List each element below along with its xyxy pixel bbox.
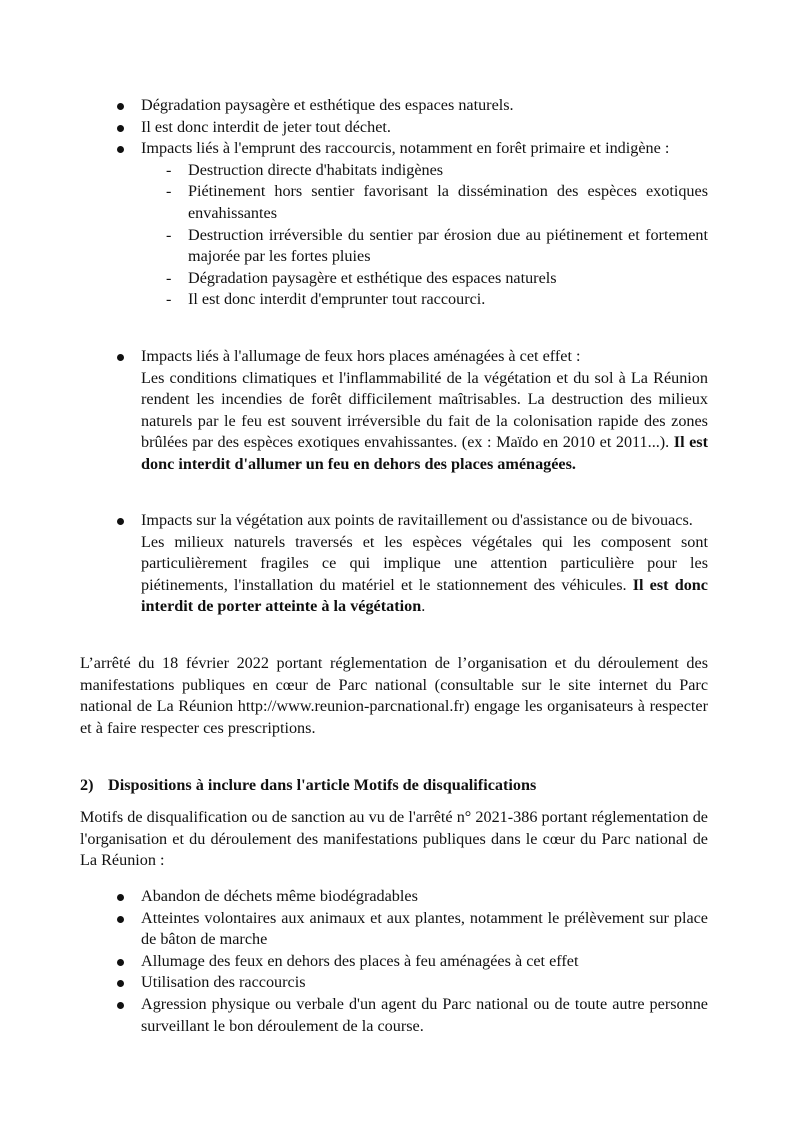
bullet-icon [117,894,124,901]
dash-icon: - [166,182,172,201]
sub-list-item [80,160,708,182]
dash-icon: - [166,160,172,179]
list-item [80,994,708,1037]
sub-list-item-text: Il est donc interdit d'emprunter tout raccourci. [188,290,486,309]
dash-icon: - [166,290,172,309]
vegetation-section [80,510,708,618]
bullet-icon [117,354,124,361]
disqualification-list [80,886,708,1037]
list-item [80,908,708,951]
vegetation-end-text: . [421,597,426,616]
list-item-text: Allumage des feux en dehors des places à feu aménagées à cet effet [141,951,579,970]
list-item [80,95,708,117]
list-item-text: Impacts liés à l'emprunt des raccourcis, notamment en forêt primaire et indigène : [141,139,670,158]
sub-list-item [80,289,708,311]
vegetation-text: Les milieux naturels traversés et les espèces végétales qui les composent sont particulièrement fragiles ce qui implique une attention particulière pour les piétinements, l'installation du matériel et le stationnement des véhicules. [141,532,708,594]
list-item-text: Dégradation paysagère et esthétique des espaces naturels. [141,96,514,114]
section-number: 2) [80,776,94,794]
list-item-text: Atteintes volontaires aux animaux et aux plantes, notamment le prélèvement sur place de bâton de marche [141,908,708,949]
list-item-text: Utilisation des raccourcis [141,973,306,992]
bullet-icon [117,916,124,923]
dash-icon: - [166,225,172,244]
feux-section [80,346,708,476]
vegetation-bold-text: Il est donc interdit de porter atteinte à la végétation [141,575,708,616]
list-item-text: Agression physique ou verbale d'un agent du Parc national ou de toute autre personne surveillant le bon déroulement de la course. [141,994,708,1035]
bullet-icon [117,518,124,525]
raccourcis-sublist [80,160,708,311]
bullet-icon [117,959,124,966]
bullet-icon [117,103,124,110]
bullet-icon [117,1002,124,1009]
feux-paragraph [80,368,708,476]
list-item-vegetation [80,510,708,532]
bullet-icon [117,146,124,153]
list-item-text: Impacts liés à l'allumage de feux hors places aménagées à cet effet : [141,347,581,365]
sub-list-item [80,225,708,268]
list-item-text: Impacts sur la végétation aux points de ravitaillement ou d'assistance ou de bivouacs. [141,511,693,529]
feux-bold-text: Il est donc interdit d'allumer un feu en dehors des places aménagées. [141,433,709,473]
feux-text: Les conditions climatiques et l'inflammabilité de la végétation et du sol à La Réunion rendent les incendies de forêt difficilement maîtrisables. La destruction des milieux naturels par le feu est souvent irréversible du fait de la colonisation rapide des zones brûlées par des espèces exotiques envahissantes. (ex : Maïdo en 2010 et 2011...). [141,368,708,452]
section-title: Dispositions à inclure dans l'article Motifs de disqualifications [108,776,537,794]
list-item [80,951,708,973]
list-item [80,886,708,908]
sub-list-item [80,268,708,290]
sub-list-item-text: Dégradation paysagère et esthétique des espaces naturels [188,268,557,287]
arrete-paragraph: L’arrêté du 18 février 2022 portant réglementation de l’organisation et du déroulement des manifestations publiques en cœur de Parc national (consultable sur le site internet du Parc national de La Réunion http://www.reunion-parcnational.fr) engage les organisateurs à respecter et à faire respecter ces prescriptions. [80,654,708,737]
sub-list-item-text: Piétinement hors sentier favorisant la dissémination des espèces exotiques envahissantes [188,182,708,222]
sub-list-item [80,181,708,224]
section-2-heading [80,775,708,797]
list-item-raccourcis [80,138,708,160]
bullet-icon [117,125,124,132]
sub-list-item-text: Destruction directe d'habitats indigènes [188,160,444,179]
dash-icon: - [166,268,172,287]
bullet-icon [117,980,124,987]
list-item [80,972,708,994]
list-item [80,117,708,139]
vegetation-paragraph [80,532,708,618]
list-item-text: Abandon de déchets même biodégradables [141,887,418,905]
list-item-text: Il est donc interdit de jeter tout déchet. [141,117,391,136]
sub-list-item-text: Destruction irréversible du sentier par érosion due au piétinement et fortement majorée par les fortes pluies [188,225,708,266]
list-item-feux [80,346,708,368]
impacts-list-top [80,95,708,311]
section-2-intro: Motifs de disqualification ou de sanction au vu de l'arrêté n° 2021-386 portant réglementation de l'organisation et du déroulement des manifestations publiques dans le cœur du Parc national de La Réunion : [80,808,708,870]
